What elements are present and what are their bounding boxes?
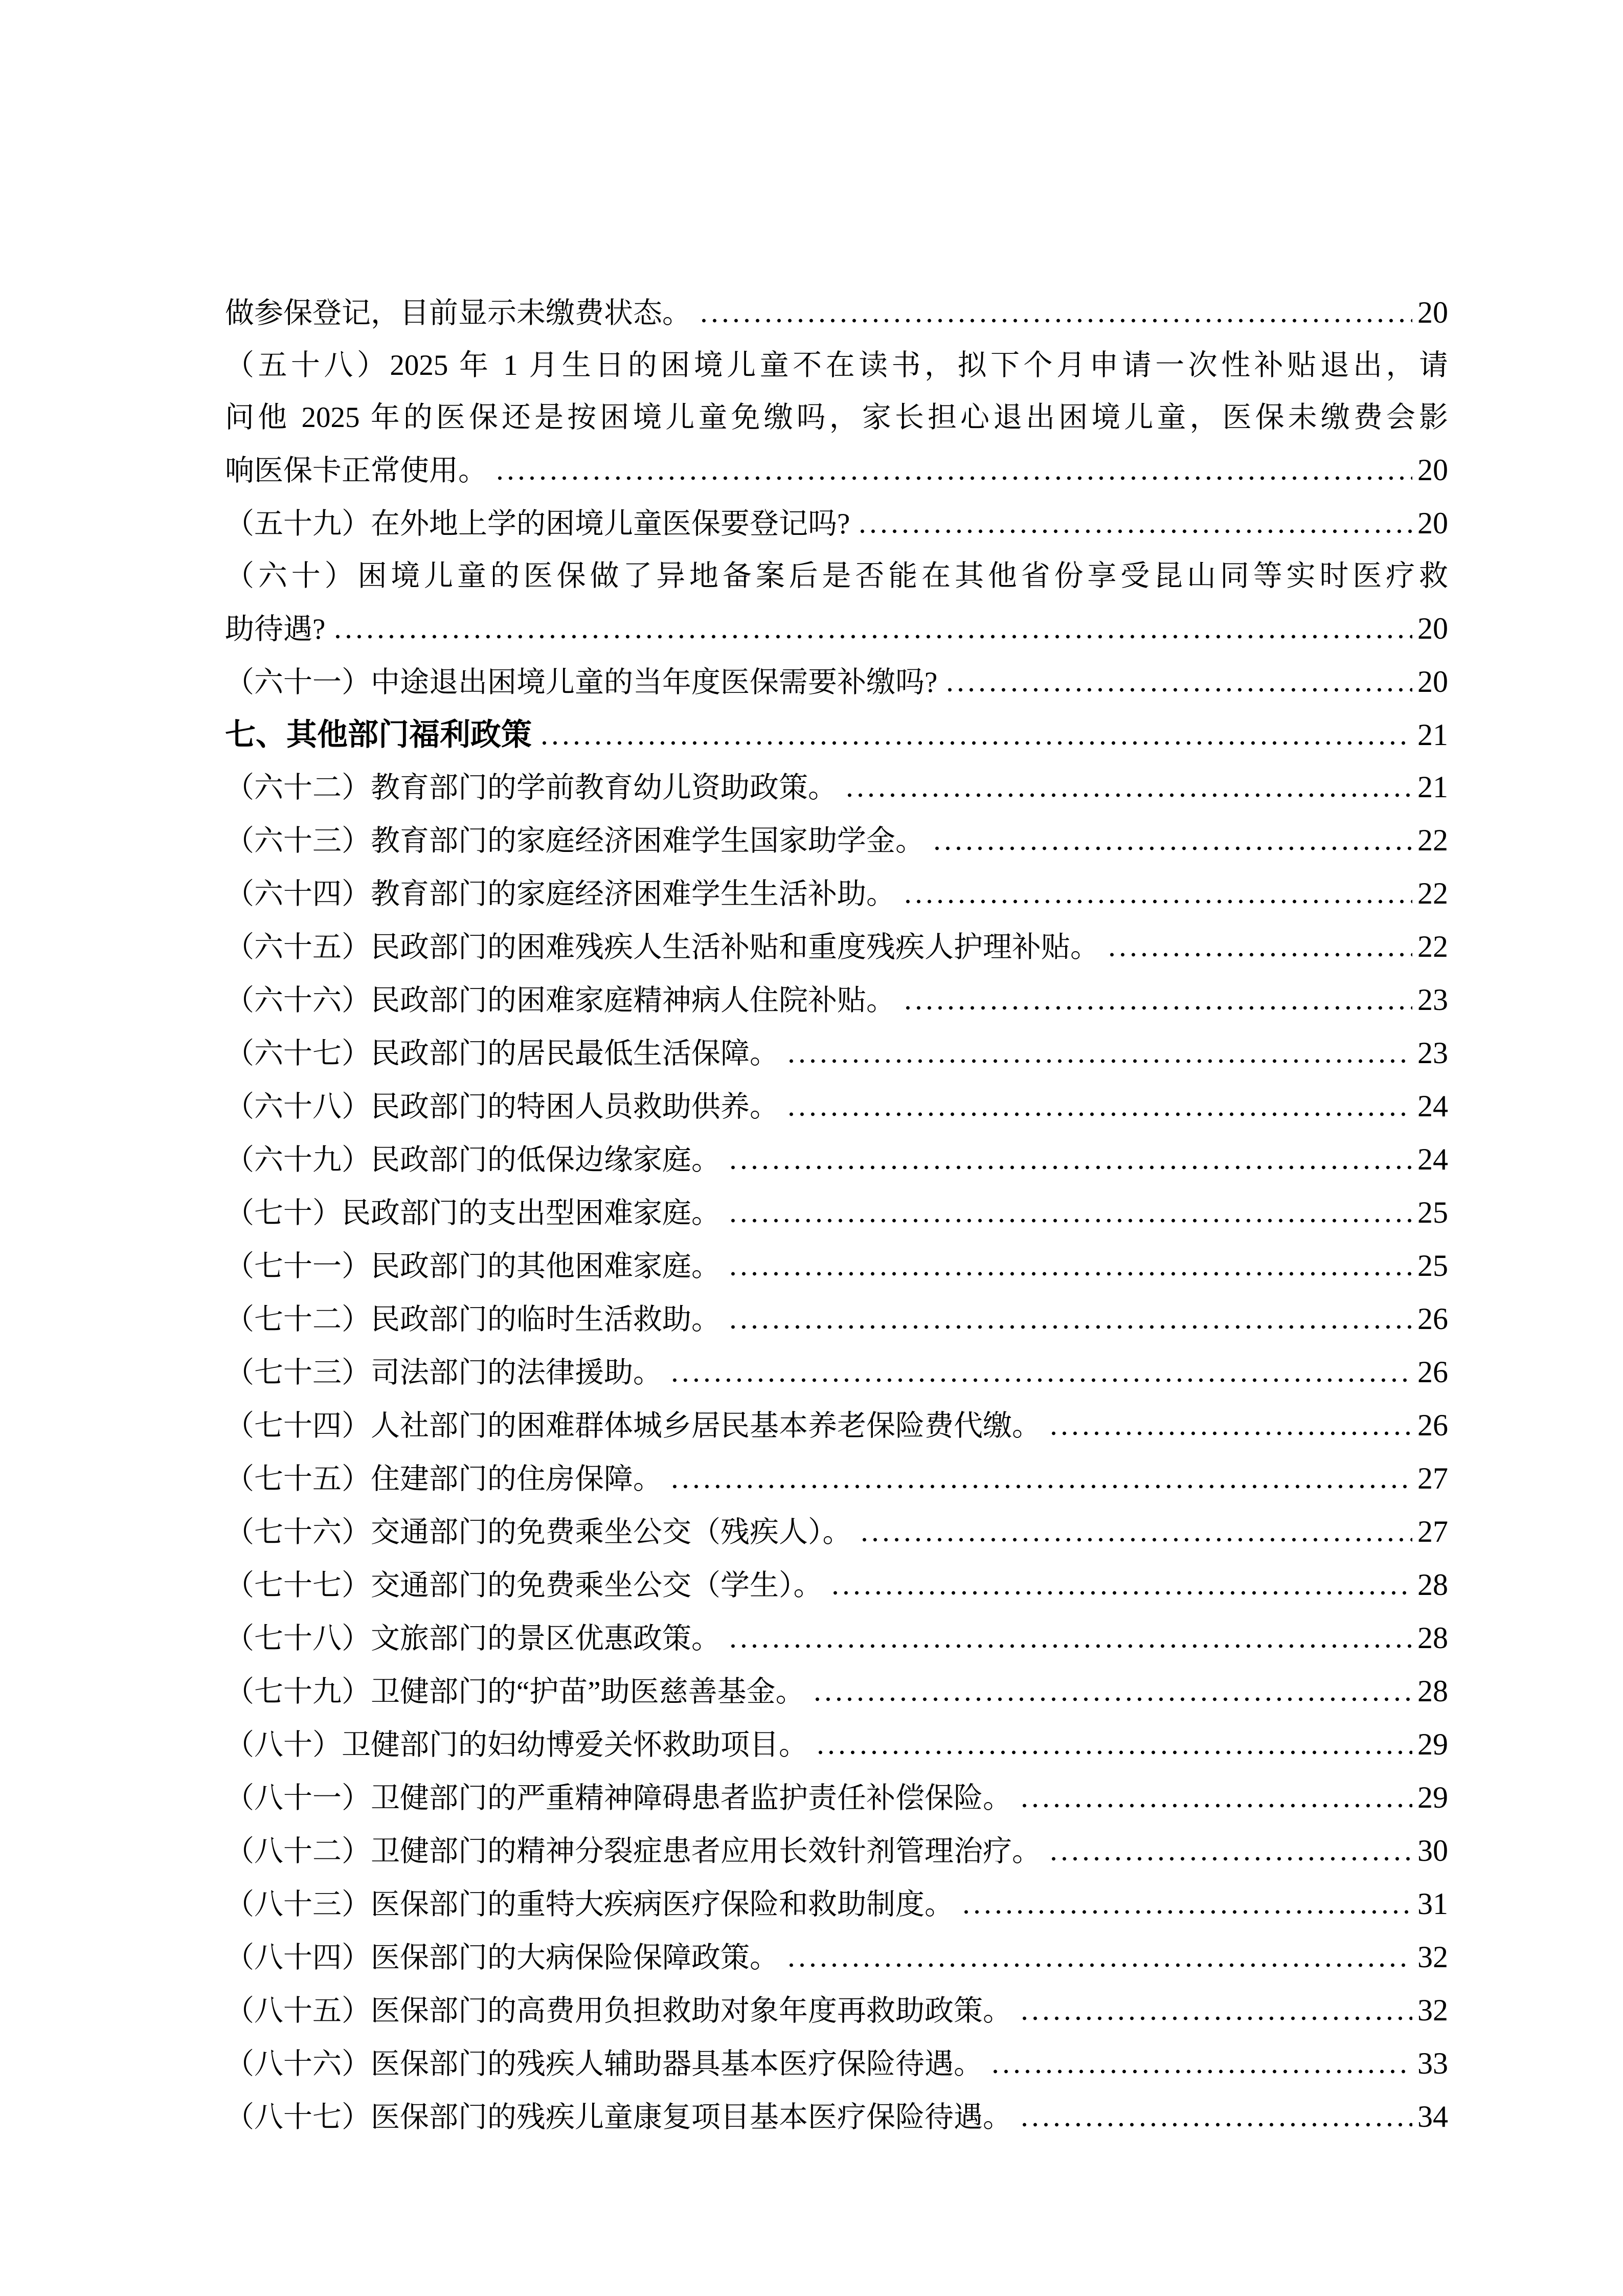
toc-entry-text: 助待遇?	[225, 613, 326, 645]
dot-leader	[944, 688, 1412, 692]
dot-leader	[961, 1910, 1412, 1914]
toc-entry-text: （八十七）医保部门的残疾儿童康复项目基本医疗保险待遇。	[225, 2101, 1012, 2133]
dot-leader	[728, 1272, 1412, 1276]
page-number: 21	[1417, 718, 1448, 752]
toc-entry[interactable]	[225, 1612, 1448, 1665]
page-number: 28	[1417, 1568, 1448, 1602]
toc-entry-text: （七十九）卫健部门的“护苗”助医慈善基金。	[225, 1676, 805, 1708]
dot-leader	[786, 1963, 1412, 1967]
toc-entry-text: （五十九）在外地上学的困境儿童医保要登记吗?	[225, 508, 850, 540]
toc-entry-text: （七十八）文旅部门的景区优惠政策。	[225, 1623, 720, 1655]
toc-entry[interactable]	[225, 1878, 1448, 1931]
toc-entry[interactable]	[225, 1505, 1448, 1559]
page-number: 24	[1417, 1142, 1448, 1176]
page-number: 25	[1417, 1196, 1448, 1229]
page-number: 20	[1417, 506, 1448, 540]
page-number: 23	[1417, 1036, 1448, 1070]
toc-entry[interactable]	[225, 444, 1448, 497]
toc-entry-text: （八十四）医保部门的大病保险保障政策。	[225, 1942, 779, 1974]
toc-entry-text: （六十四）教育部门的家庭经济困难学生生活补助。	[225, 878, 895, 910]
page-number: 22	[1417, 930, 1448, 963]
toc-entry[interactable]	[225, 656, 1448, 709]
toc-entry-text: （七十五）住建部门的住房保障。	[225, 1463, 662, 1495]
toc-entry-text: （六十一）中途退出困境儿童的当年度医保需要补缴吗?	[225, 666, 938, 699]
page-number: 32	[1417, 1940, 1448, 1974]
page-number: 34	[1417, 2100, 1448, 2133]
dot-leader	[1019, 2123, 1412, 2127]
dot-leader	[786, 1112, 1412, 1116]
toc-entry[interactable]	[225, 1665, 1448, 1718]
toc-entry-text: （六十六）民政部门的困难家庭精神病人住院补贴。	[225, 984, 895, 1017]
toc-entry[interactable]	[225, 1718, 1448, 1771]
page-number: 26	[1417, 1302, 1448, 1336]
toc-entry-text: （八十二）卫健部门的精神分裂症患者应用长效针剂管理治疗。	[225, 1835, 1041, 1867]
toc-entry-text: （六十九）民政部门的低保边缘家庭。	[225, 1144, 720, 1176]
dot-leader	[698, 319, 1412, 323]
page-number: 32	[1417, 1993, 1448, 2027]
dot-leader	[815, 1750, 1412, 1754]
dot-leader	[1019, 1804, 1412, 1808]
table-of-contents	[225, 286, 1448, 2144]
page-number: 29	[1417, 1727, 1448, 1761]
toc-entry-text: （六十八）民政部门的特困人员救助供养。	[225, 1091, 779, 1123]
page-number: 22	[1417, 823, 1448, 857]
toc-entry-text: （八十六）医保部门的残疾人辅助器具基本医疗保险待遇。	[225, 2048, 983, 2080]
page-number: 27	[1417, 1461, 1448, 1495]
toc-entry-text: 做参保登记，目前显示未缴费状态。	[225, 297, 691, 329]
toc-entry-text: （五十八）2025 年 1 月生日的困境儿童不在读书，拟下个月申请一次性补贴退出，请	[225, 349, 1448, 381]
page-number: 20	[1417, 612, 1448, 645]
page-number: 20	[1417, 665, 1448, 699]
toc-entry[interactable]	[225, 286, 1448, 340]
toc-entry-text: （六十七）民政部门的居民最低生活保障。	[225, 1038, 779, 1070]
page-number: 25	[1417, 1249, 1448, 1282]
dot-leader	[903, 899, 1412, 904]
toc-entry[interactable]	[225, 2037, 1448, 2090]
toc-entry-text: （八十）卫健部门的妇幼博爱关怀救助项目。	[225, 1729, 808, 1761]
dot-leader	[844, 793, 1412, 797]
toc-entry-text: （七十三）司法部门的法律援助。	[225, 1357, 662, 1389]
dot-leader	[932, 846, 1412, 850]
toc-entry-text: （七十六）交通部门的免费乘坐公交（残疾人）。	[225, 1516, 852, 1548]
dot-leader	[728, 1644, 1412, 1648]
toc-entry-text: （八十三）医保部门的重特大疾病医疗保险和救助制度。	[225, 1888, 954, 1921]
toc-entry-text: （六十三）教育部门的家庭经济困难学生国家助学金。	[225, 825, 925, 857]
page-number: 28	[1417, 1674, 1448, 1708]
dot-leader	[830, 1591, 1413, 1595]
dot-leader	[1019, 2016, 1412, 2020]
dot-leader	[1048, 1857, 1412, 1861]
dot-leader	[669, 1484, 1412, 1489]
toc-entry-text: （八十五）医保部门的高费用负担救助对象年度再救助政策。	[225, 1995, 1012, 2027]
dot-leader	[903, 1006, 1412, 1010]
toc-entry[interactable]	[225, 761, 1448, 814]
toc-entry[interactable]	[225, 1240, 1448, 1293]
page-number: 27	[1417, 1515, 1448, 1548]
page-number: 33	[1417, 2046, 1448, 2080]
toc-entry-text: 七、其他部门福利政策	[225, 717, 532, 752]
toc-entry[interactable]	[225, 1186, 1448, 1240]
toc-entry[interactable]	[225, 1080, 1448, 1133]
dot-leader	[1048, 1431, 1412, 1435]
dot-leader	[990, 2069, 1412, 2074]
toc-entry[interactable]	[225, 1771, 1448, 1825]
toc-entry[interactable]	[225, 1346, 1448, 1399]
toc-entry[interactable]	[225, 1825, 1448, 1878]
page-number: 26	[1417, 1355, 1448, 1389]
page-number: 30	[1417, 1834, 1448, 1867]
toc-entry[interactable]	[225, 1931, 1448, 1984]
page-number: 28	[1417, 1621, 1448, 1655]
dot-leader	[728, 1325, 1412, 1329]
toc-entry[interactable]	[225, 867, 1448, 920]
dot-leader	[539, 741, 1412, 745]
dot-leader	[669, 1378, 1412, 1382]
toc-entry-text: 问他 2025 年的医保还是按困境儿童免缴吗，家长担心退出困境儿童，医保未缴费会影	[225, 401, 1448, 434]
toc-entry-wrapped-line	[225, 392, 1448, 444]
toc-entry[interactable]	[225, 920, 1448, 974]
toc-entry[interactable]	[225, 1027, 1448, 1080]
dot-leader	[786, 1059, 1412, 1063]
dot-leader	[332, 635, 1412, 639]
toc-entry[interactable]	[225, 1133, 1448, 1186]
toc-entry-text: （七十七）交通部门的免费乘坐公交（学生）。	[225, 1569, 823, 1602]
toc-entry[interactable]	[225, 974, 1448, 1027]
page-number: 23	[1417, 983, 1448, 1017]
page-number: 20	[1417, 453, 1448, 487]
dot-leader	[857, 529, 1412, 533]
toc-entry-wrapped-line	[225, 340, 1448, 392]
page-number: 20	[1417, 296, 1448, 329]
page-number: 21	[1417, 770, 1448, 804]
toc-entry[interactable]	[225, 1984, 1448, 2037]
toc-entry[interactable]	[225, 602, 1448, 656]
toc-entry[interactable]	[225, 709, 1448, 761]
toc-entry[interactable]	[225, 1399, 1448, 1452]
toc-entry[interactable]	[225, 1293, 1448, 1346]
toc-entry-text: （六十五）民政部门的困难残疾人生活补贴和重度残疾人护理补贴。	[225, 931, 1099, 963]
toc-entry[interactable]	[225, 1452, 1448, 1505]
toc-entry-text: （六十）困境儿童的医保做了异地备案后是否能在其他省份享受昆山同等实时医疗救	[225, 560, 1448, 592]
toc-entry-wrapped-line	[225, 550, 1448, 602]
toc-entry[interactable]	[225, 497, 1448, 550]
dot-leader	[859, 1538, 1413, 1542]
dot-leader	[728, 1165, 1412, 1169]
toc-entry-text: （八十一）卫健部门的严重精神障碍患者监护责任补偿保险。	[225, 1782, 1012, 1814]
dot-leader	[494, 476, 1412, 480]
toc-entry-text: （六十二）教育部门的学前教育幼儿资助政策。	[225, 772, 837, 804]
toc-entry-text: （七十四）人社部门的困难群体城乡居民基本养老保险费代缴。	[225, 1410, 1041, 1442]
toc-entry[interactable]	[225, 1559, 1448, 1612]
dot-leader	[728, 1219, 1412, 1223]
page-number: 24	[1417, 1089, 1448, 1123]
toc-entry-text: （七十二）民政部门的临时生活救助。	[225, 1303, 720, 1336]
page-number: 22	[1417, 876, 1448, 910]
page-number: 29	[1417, 1781, 1448, 1814]
dot-leader	[812, 1697, 1412, 1701]
toc-entry-text: 响医保卡正常使用。	[225, 455, 487, 487]
page-number: 26	[1417, 1408, 1448, 1442]
toc-entry[interactable]	[225, 2090, 1448, 2144]
toc-entry-text: （七十）民政部门的支出型困难家庭。	[225, 1197, 720, 1229]
toc-entry-text: （七十一）民政部门的其他困难家庭。	[225, 1250, 720, 1282]
toc-entry[interactable]	[225, 814, 1448, 867]
page-number: 31	[1417, 1887, 1448, 1921]
dot-leader	[1107, 953, 1412, 957]
